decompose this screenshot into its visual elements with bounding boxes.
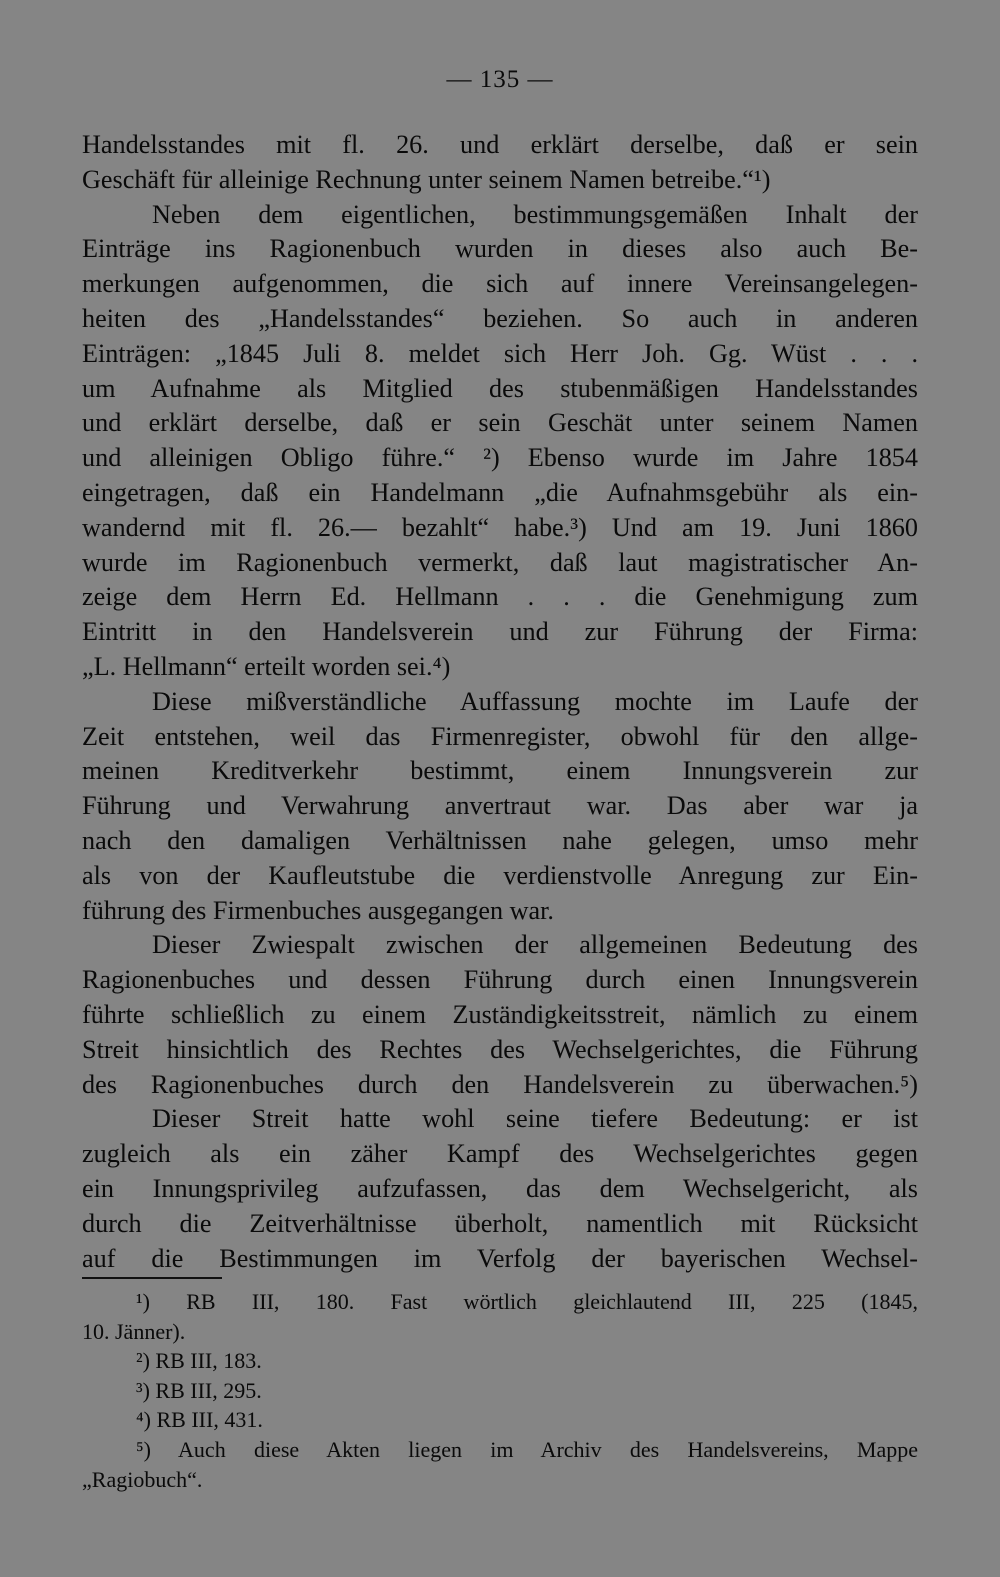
footnotes [82,1287,918,1494]
text-line: führte schließlich zu einem Zuständigkeitsstreit, nämlich zu einem [82,999,918,1029]
footnote-line: „Ragiobuch“. [82,1466,203,1492]
text-line: zugleich als ein zäher Kampf des Wechselgerichtes gegen [82,1139,918,1169]
footnote-line: ¹) RB III, 180. Fast wörtlich gleichlautend III, 225 (1845, [136,1289,918,1314]
footnote-line: 10. Jänner). [82,1318,186,1344]
text-line: Geschäft für alleinige Rechnung unter seinem Namen betreibe.“¹) [82,164,771,194]
text-line: Einträge ins Ragionenbuch wurden in dieses also auch Be- [82,234,918,264]
text-line: heiten des „Handelsstandes“ beziehen. So auch in anderen [82,303,918,333]
text-line: eingetragen, daß ein Handelmann „die Aufnahmsgebühr als ein- [82,477,918,507]
text-line: und erklärt derselbe, daß er sein Geschät unter seinem Namen [82,408,918,438]
text-line: Diese mißverständliche Auffassung mochte im Laufe der [152,686,918,716]
text-line: als von der Kaufleutstube die verdienstvolle Anregung zur Ein- [82,860,918,890]
text-line: Eintritt in den Handelsverein und zur Führung der Firma: [82,617,918,647]
footnote-line: ²) RB III, 183. [136,1348,262,1374]
body-text [82,128,918,1276]
text-line: merkungen aufgenommen, die sich auf innere Vereinsangelegen- [82,269,918,299]
text-line: „L. Hellmann“ erteilt worden sei.⁴) [82,651,451,681]
text-line: des Ragionenbuches durch den Handelsverein zu überwachen.⁵) [82,1069,918,1099]
text-line: Dieser Zwiespalt zwischen der allgemeinen Bedeutung des [152,930,918,960]
text-line: wandernd mit fl. 26.— bezahlt“ habe.³) Und am 19. Juni 1860 [82,512,918,542]
text-line: ein Innungsprivileg aufzufassen, das dem Wechselgericht, als [82,1173,918,1203]
text-line: Dieser Streit hatte wohl seine tiefere Bedeutung: er ist [152,1104,918,1134]
footnote-line: ³) RB III, 295. [136,1377,262,1403]
text-line: und alleinigen Obligo führe.“ ²) Ebenso wurde im Jahre 1854 [82,443,918,473]
footnote-divider [82,1277,222,1279]
footnote-line: ⁵) Auch diese Akten liegen im Archiv des Handelsvereins, Mappe [136,1436,918,1462]
text-line: meinen Kreditverkehr bestimmt, einem Innungsverein zur [82,756,918,786]
text-line: auf die Bestimmungen im Verfolg der bayerischen Wechsel- [82,1243,918,1273]
text-line: Ragionenbuches und dessen Führung durch einen Innungsverein [82,965,918,995]
text-line: wurde im Ragionenbuch vermerkt, daß laut magistratischer An- [82,547,918,577]
text-line: Streit hinsichtlich des Rechtes des Wechselgerichtes, die Führung [82,1034,918,1064]
text-line: nach den damaligen Verhältnissen nahe gelegen, umso mehr [82,825,918,855]
text-line: um Aufnahme als Mitglied des stubenmäßigen Handelsstandes [82,373,918,403]
text-line: Einträgen: „1845 Juli 8. meldet sich Herr Joh. Gg. Wüst . . . [82,338,918,368]
text-line: Neben dem eigentlichen, bestimmungsgemäßen Inhalt der [152,199,918,229]
text-line: Führung und Verwahrung anvertraut war. Das aber war ja [82,791,918,821]
text-line: zeige dem Herrn Ed. Hellmann . . . die Genehmigung zum [82,582,918,612]
text-line: Zeit entstehen, weil das Firmenregister, obwohl für den allge- [82,721,918,751]
text-line: durch die Zeitverhältnisse überholt, namentlich mit Rücksicht [82,1208,918,1238]
text-line: führung des Firmenbuches ausgegangen war. [82,895,554,925]
footnote-line: ⁴) RB III, 431. [136,1407,263,1433]
text-line: Handelsstandes mit fl. 26. und erklärt derselbe, daß er sein [82,130,918,159]
page-number: — 135 — [446,66,554,93]
